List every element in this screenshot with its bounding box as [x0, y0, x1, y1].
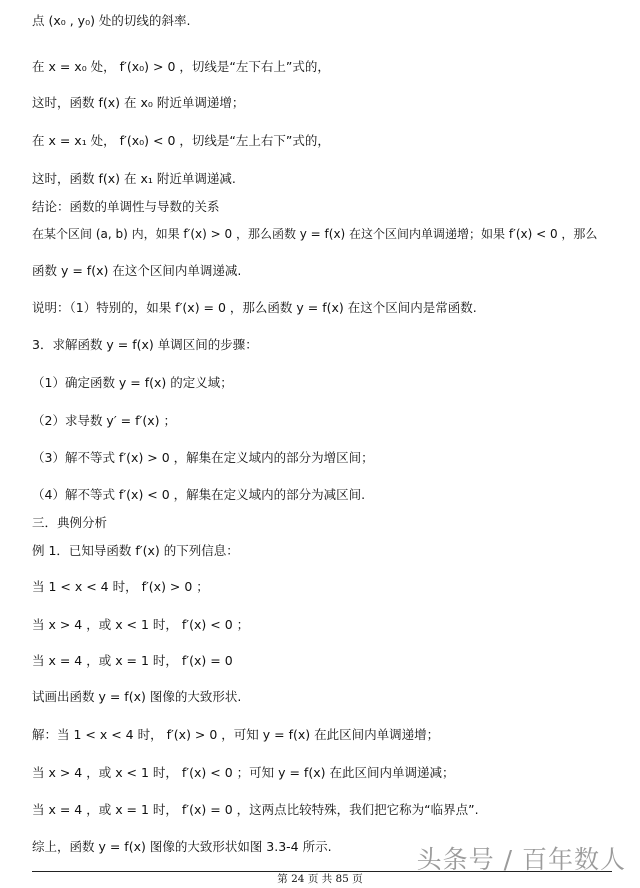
line-9: 说明：（1）特别的，如果 f′(x) = 0 ，那么函数 y = f(x) 在这个区间内是常函数. — [32, 300, 477, 315]
line-5: 这时，函数 f(x) 在 x₁ 附近单调递减. — [32, 171, 236, 186]
line-14: （4）解不等式 f′(x) < 0 ，解集在定义域内的部分为减区间. — [32, 487, 366, 502]
line-21: 解：当 1 < x < 4 时， f′(x) > 0 ，可知 y = f(x) 在此区间内单调递增； — [32, 727, 440, 742]
line-13: （3）解不等式 f′(x) > 0 ，解集在定义域内的部分为增区间； — [32, 450, 374, 465]
line-19: 当 x = 4 ，或 x = 1 时， f′(x) = 0 — [32, 653, 233, 668]
line-3: 这时，函数 f(x) 在 x₀ 附近单调递增； — [32, 95, 245, 110]
line-6: 结论：函数的单调性与导数的关系 — [32, 199, 220, 214]
line-8: 函数 y = f(x) 在这个区间内单调递减. — [32, 263, 242, 278]
line-20: 试画出函数 y = f(x) 图像的大致形状. — [32, 689, 242, 704]
line-24: 综上，函数 y = f(x) 图像的大致形状如图 3.3-4 所示. — [32, 839, 332, 854]
line-16: 例 1．已知导函数 f′(x) 的下列信息： — [32, 543, 239, 558]
line-22: 当 x > 4 ，或 x < 1 时， f′(x) < 0 ；可知 y = f(x) 在此区间内单调递减； — [32, 765, 455, 780]
line-18: 当 x > 4 ，或 x < 1 时， f′(x) < 0 ； — [32, 617, 250, 632]
line-17: 当 1 < x < 4 时， f′(x) > 0 ； — [32, 579, 209, 594]
line-4: 在 x = x₁ 处， f′(x₀) < 0 ，切线是“左上右下”式的， — [32, 133, 330, 148]
line-10: 3．求解函数 y = f(x) 单调区间的步骤： — [32, 337, 258, 352]
watermark: 头条号 / 百年数人 — [416, 845, 626, 874]
line-23: 当 x = 4 ，或 x = 1 时， f′(x) = 0 ，这两点比较特殊，我们把它称为“临界点”. — [32, 802, 479, 817]
section-heading: 三．典例分析 — [32, 515, 108, 530]
page-footer: 第 24 页 共 85 页 — [277, 873, 363, 885]
line-1: 点 (x₀ , y₀) 处的切线的斜率. — [32, 13, 191, 28]
line-12: （2）求导数 y′ = f′(x) ； — [32, 413, 176, 428]
line-11: （1）确定函数 y = f(x) 的定义域； — [32, 375, 233, 390]
line-2: 在 x = x₀ 处， f′(x₀) > 0 ，切线是“左下右上”式的， — [32, 59, 330, 74]
line-7: 在某个区间 (a, b) 内，如果 f′(x) > 0 ，那么函数 y = f(x) 在这个区间内单调递增；如果 f′(x) < 0 ，那么 — [32, 227, 598, 241]
